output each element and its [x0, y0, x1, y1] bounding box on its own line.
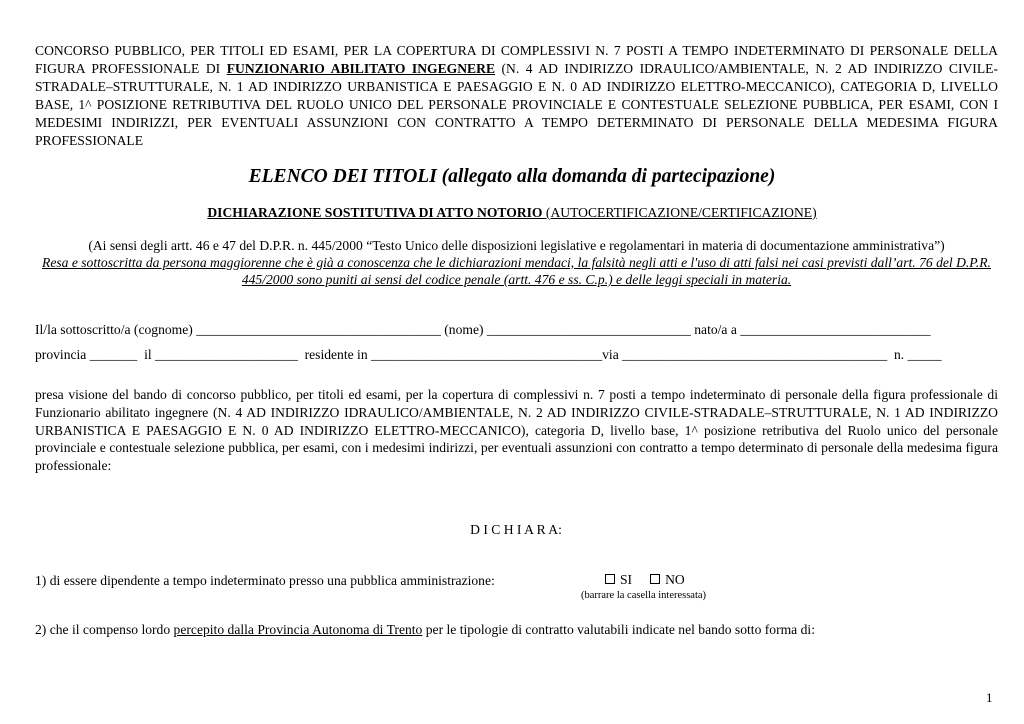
option-si-label: SI	[620, 572, 633, 587]
option-si[interactable]	[605, 572, 632, 588]
checkbox-hint: (barrare la casella interessata)	[581, 590, 707, 601]
item-2-underlined: percepito dalla Provincia Autonoma di Trento	[173, 622, 423, 637]
header-text-part1: CONCORSO PUBBLICO, PER TITOLI ED ESAMI, PER LA COPERTURA DI COMPLESSIVI N. 7 POSTI A TEMPO INDETERMINATO DI PERSONALE DELLA FIGURA PROFESSIONALE DI	[35, 43, 998, 76]
item-2-prefix: 2) che il compenso lordo	[35, 622, 174, 637]
header-text-part2: (N. 4 AD INDIRIZZO IDRAULICO/AMBIENTALE, N. 2 AD INDIRIZZO CIVILE-STRADALE–STRUTTURALE, N. 1 AD INDIRIZZO URBANISTICA E PAESAGGIO E N. 0 AD INDIRIZZO ELETTRO-MECCANICO), CATEGORIA D, LIVELLO BASE, 1^ POSIZIONE RETRIBUTIVA DEL RUOLO UNICO DEL PERSONALE PROVINCIALE E CONTESTUALE SELEZIONE PUBBLICA, PER ESAMI, CON I MEDESIMI INDIRIZZI, PER EVENTUALI ASSUNZIONI CON CONTRATTO A TEMPO DETERMINATO DI PERSONALE DELLA MEDESIMA FIGURA PROFESSIONALE	[35, 61, 998, 148]
competition-header	[35, 42, 998, 150]
document-subtitle	[0, 205, 1024, 221]
legal-reference	[35, 237, 998, 288]
document-title: ELENCO DEI TITOLI (allegato alla domanda di partecipazione)	[248, 166, 776, 187]
option-no[interactable]	[650, 572, 685, 588]
applicant-name-line[interactable]: Il/la sottoscritto/a (cognome) ____________________________________ (nome) ______________________________ nato/a a ____________________________	[35, 322, 931, 337]
subtitle-bold: DICHIARAZIONE SOSTITUTIVA DI ATTO NOTORIO	[207, 205, 543, 220]
page-number: 1	[986, 690, 993, 705]
legal-note: Resa e sottoscritta da persona maggiorenne che è già a conoscenza che le dichiarazioni mendaci, la falsità negli atti e l'uso di atti falsi nei casi previsti dall’art. 76 del D.P.R. 445/2000 sono puniti ai sensi del codice penale (artt. 476 e ss. C.p.) e delle leggi speciali in materia.	[42, 255, 991, 287]
item-2-text	[35, 622, 815, 638]
header-role: FUNZIONARIO ABILITATO INGEGNERE	[226, 61, 496, 76]
declaration-heading: D I C H I A R A:	[470, 522, 562, 537]
premise-paragraph: presa visione del bando di concorso pubblico, per titoli ed esami, per la copertura di complessivi n. 7 posti a tempo indeterminato di personale della figura professionale di Funzionario abilitato ingegnere (N. 4 AD INDIRIZZO IDRAULICO/AMBIENTALE, N. 2 AD INDIRIZZO CIVILE-STRADALE–STRUTTURALE, N. 1 AD INDIRIZZO URBANISTICA E PAESAGGIO E N. 0 AD INDIRIZZO ELETTRO-MECCANICO), categoria D, livello base, 1^ posizione retributiva del Ruolo unico del personale provinciale e contestuale selezione pubblica, per esami, con i medesimi indirizzi, per eventuali assunzioni con contratto a tempo determinato di personale della medesima figura professionale:	[35, 387, 998, 474]
applicant-residence-line[interactable]: provincia _______ il _____________________ residente in __________________________________via _______________________________________ n. _____	[35, 347, 942, 362]
subtitle-normal: (AUTOCERTIFICAZIONE/CERTIFICAZIONE)	[542, 205, 817, 220]
checkbox-no-icon[interactable]	[650, 574, 660, 584]
item-1-options	[605, 572, 703, 588]
item-1-text: 1) di essere dipendente a tempo indeterminato presso una pubblica amministrazione:	[35, 573, 495, 588]
checkbox-si-icon[interactable]	[605, 574, 615, 584]
legal-ref-text: (Ai sensi degli artt. 46 e 47 del D.P.R. n. 445/2000 “Testo Unico delle disposizioni legislative e regolamentari in materia di documentazione amministrativa”)	[88, 238, 945, 253]
option-no-label: NO	[665, 572, 685, 587]
item-2-suffix: per le tipologie di contratto valutabili indicate nel bando sotto forma di:	[422, 622, 815, 637]
